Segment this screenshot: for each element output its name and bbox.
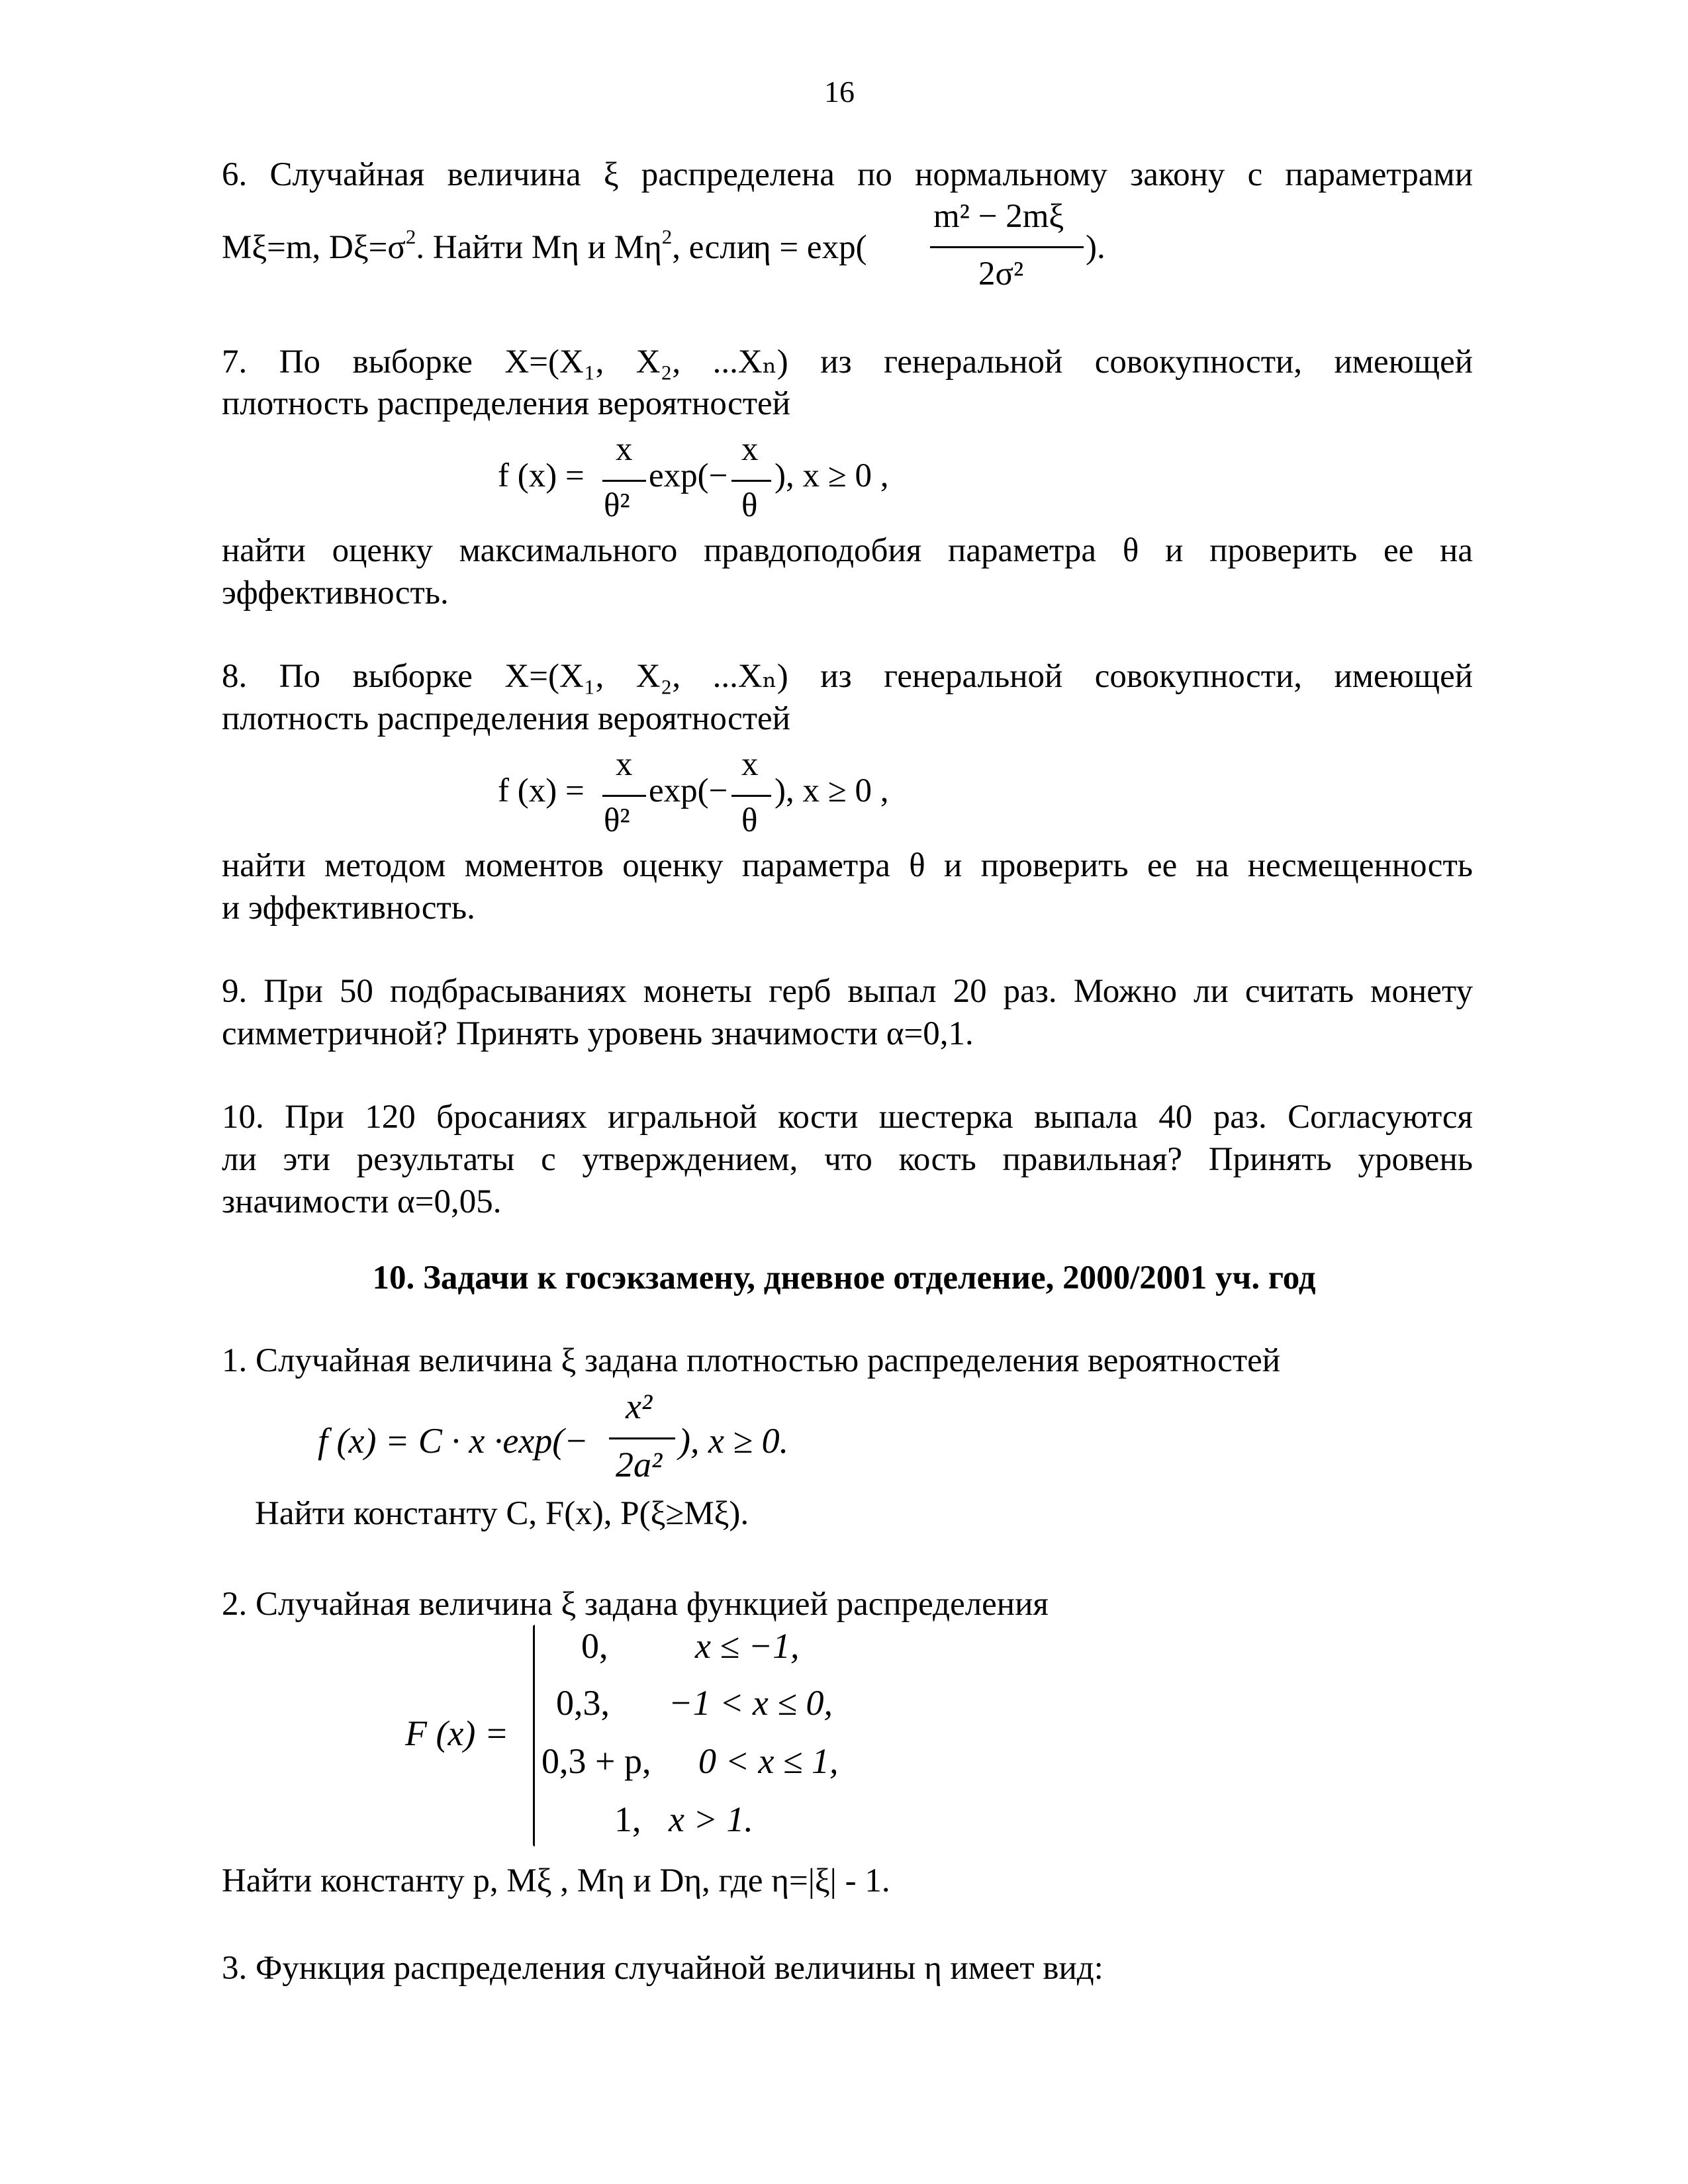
problem-7-f-lhs: f (x) = (498, 457, 585, 494)
problem-7-tail: ), x ≥ 0 , (774, 457, 889, 494)
question-1-line-3: Найти константу C, F(x), P(ξ≥Mξ). (255, 1495, 749, 1532)
problem-10-line-1: 10. При 120 бросаниях игральной кости шестерка выпала 40 раз. Согласуются (222, 1099, 1473, 1136)
question-2-case-4-condition: x > 1. (669, 1799, 753, 1839)
problem-8-exp: exp(− (649, 772, 728, 809)
question-2-case-4-value: 1, (614, 1799, 641, 1839)
problem-7-line-4: эффективность. (222, 574, 449, 612)
problem-7-den-2: θ (741, 487, 758, 524)
problem-6-line-2 (222, 225, 755, 267)
question-2-f-lhs: F (x) = (405, 1713, 509, 1753)
problem-7-line-2: плотность распределения вероятностей (222, 385, 790, 422)
problem-6-sup-2: 2 (661, 225, 673, 248)
question-2-case-3-value: 0,3 + p, (541, 1741, 651, 1781)
problem-6-eta-lhs: η = exp( (753, 229, 867, 266)
problem-7-bar-1 (602, 480, 646, 482)
question-2-case-2-value: 0,3, (556, 1683, 610, 1723)
problem-10-line-3: значимости α=0,05. (222, 1183, 502, 1220)
page-number: 16 (824, 75, 855, 109)
problem-8-line-3: найти методом моментов оценку параметра θ и проверить ее на несмещенность (222, 847, 1473, 884)
problem-8-num-2: x (741, 746, 759, 783)
question-1-tail: ), x ≥ 0. (679, 1421, 789, 1461)
question-1-denominator: 2a² (616, 1445, 663, 1484)
problem-7-line-3: найти оценку максимального правдоподобия параметра θ и проверить ее на (222, 532, 1473, 569)
question-1-numerator: x² (626, 1387, 653, 1426)
question-2-line-3: Найти константу p, Mξ , Mη и Dη, где η=|ξ| - 1. (222, 1862, 890, 1899)
problem-6-task: . Найти Mη и Mη (416, 229, 662, 266)
question-2-line-1: 2. Случайная величина ξ задана функцией распределения (222, 1586, 1049, 1623)
problem-8-num-1: x (616, 746, 633, 783)
problem-8-den-1: θ² (604, 802, 630, 839)
problem-8-f-lhs: f (x) = (498, 772, 585, 809)
question-2-case-1-condition: x ≤ −1, (695, 1626, 800, 1666)
problem-9-line-2: симметричной? Принять уровень значимости α=0,1. (222, 1015, 974, 1052)
question-2-case-3-condition: 0 < x ≤ 1, (698, 1741, 839, 1781)
problem-6-sup-1: 2 (405, 225, 416, 248)
section-heading: 10. Задачи к госэкзамену, дневное отделение, 2000/2001 уч. год (372, 1259, 1316, 1297)
problem-8-den-2: θ (741, 802, 758, 839)
problem-6-params: Mξ=m, Dξ=σ (222, 229, 406, 266)
problem-6-numerator: m² − 2mξ (933, 198, 1064, 235)
question-3-line-1: 3. Функция распределения случайной величины η имеет вид: (222, 1950, 1103, 1987)
question-1-fraction-bar (609, 1437, 675, 1439)
problem-8-line-2: плотность распределения вероятностей (222, 700, 790, 737)
problem-7-line-1: 7. По выборке X=(X₁, X₂, ...Xₙ) из генеральной совокупности, имеющей (222, 343, 1473, 381)
problem-6-denominator: 2σ² (978, 255, 1024, 293)
problem-7-num-1: x (616, 431, 633, 468)
problem-6-close: ). (1086, 229, 1105, 266)
question-2-left-brace (533, 1625, 535, 1846)
problem-8-line-4: и эффективность. (222, 889, 475, 927)
problem-7-den-1: θ² (604, 487, 630, 524)
problem-8-bar-1 (602, 795, 646, 797)
problem-6-if: , если (672, 229, 755, 266)
problem-7-num-2: x (741, 431, 759, 468)
problem-7-exp: exp(− (649, 457, 728, 494)
problem-6-line-1: 6. Случайная величина ξ распределена по нормальному закону с параметрами (222, 156, 1473, 193)
problem-9-line-1: 9. При 50 подбрасываниях монеты герб выпал 20 раз. Можно ли считать монету (222, 973, 1473, 1010)
question-2-case-1-value: 0, (581, 1626, 608, 1666)
problem-7-bar-2 (731, 480, 771, 482)
question-2-case-2-condition: −1 < x ≤ 0, (669, 1683, 833, 1723)
problem-8-tail: ), x ≥ 0 , (774, 772, 889, 809)
problem-6-fraction-bar (930, 246, 1084, 248)
question-1-f-lhs: f (x) = C · x ·exp(− (318, 1421, 588, 1461)
question-1-line-1: 1. Случайная величина ξ задана плотностью распределения вероятностей (222, 1342, 1281, 1379)
problem-10-line-2: ли эти результаты с утверждением, что кость правильная? Принять уровень (222, 1141, 1473, 1178)
problem-8-line-1: 8. По выборке X=(X₁, X₂, ...Xₙ) из генеральной совокупности, имеющей (222, 658, 1473, 695)
problem-8-bar-2 (731, 795, 771, 797)
